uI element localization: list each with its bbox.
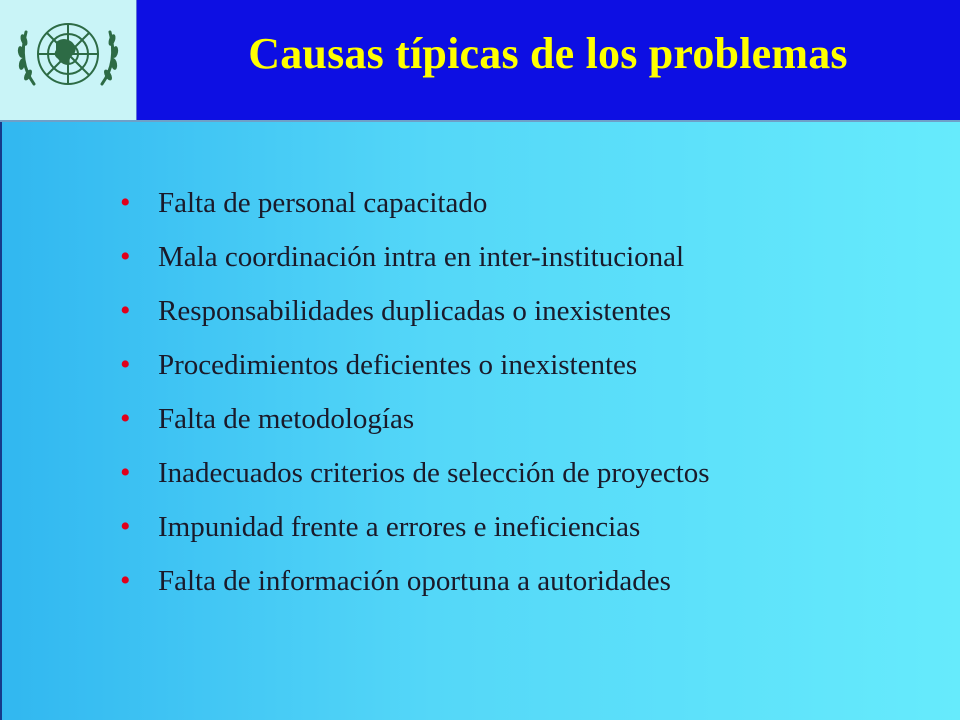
bullet-list [120, 176, 710, 608]
list-item [120, 554, 710, 608]
bullet-icon: • [120, 564, 131, 597]
list-item-text: Responsabilidades duplicadas o inexistentes [158, 294, 672, 327]
bullet-icon: • [120, 510, 131, 543]
list-item [120, 176, 710, 230]
bullet-icon: • [120, 240, 131, 273]
list-item-text: Mala coordinación intra en inter-institucional [158, 240, 685, 273]
bullet-icon: • [120, 186, 131, 219]
bullet-icon: • [120, 456, 131, 489]
list-item-text: Falta de información oportuna a autoridades [158, 564, 671, 597]
list-item-text: Falta de personal capacitado [158, 186, 488, 219]
bullet-icon: • [120, 402, 131, 435]
list-item [120, 392, 710, 446]
list-item [120, 230, 710, 284]
title-bar [0, 0, 960, 122]
list-item-text: Impunidad frente a errores e ineficiencias [158, 510, 641, 543]
bullet-icon: • [120, 294, 131, 327]
list-item-text: Falta de metodologías [158, 402, 415, 435]
left-border [0, 122, 2, 720]
list-item [120, 284, 710, 338]
list-item-text: Inadecuados criterios de selección de proyectos [158, 456, 710, 489]
list-item [120, 446, 710, 500]
list-item [120, 338, 710, 392]
un-emblem-icon [4, 4, 132, 116]
list-item [120, 500, 710, 554]
bullet-icon: • [120, 348, 131, 381]
logo-panel [0, 0, 137, 120]
slide-title: Causas típicas de los problemas [248, 28, 848, 78]
list-item-text: Procedimientos deficientes o inexistentes [158, 348, 638, 381]
